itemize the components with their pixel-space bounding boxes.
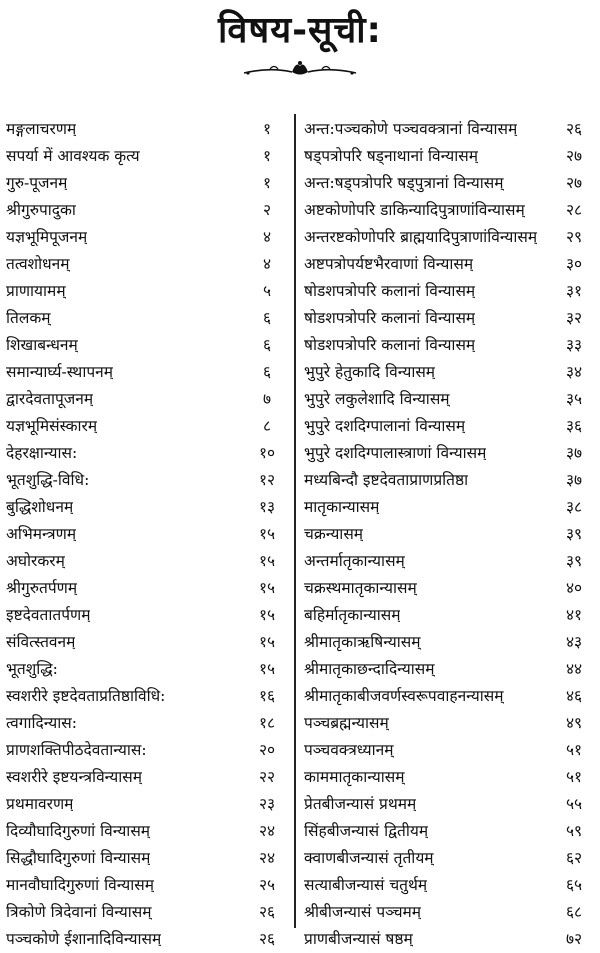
toc-entry-title: श्रीमातृकाऋषिन्यासम्	[304, 633, 421, 651]
toc-entry-page: ६	[262, 363, 272, 381]
toc-entry	[6, 494, 284, 521]
toc-entry-page: ६५	[565, 876, 583, 894]
toc-entry-page: ४१	[565, 606, 583, 624]
toc-entry-page: २३	[258, 795, 276, 813]
toc-entry	[304, 629, 594, 656]
toc-entry-title: अष्टपत्रोपर्यष्टभैरवाणां विन्यासम्	[304, 255, 474, 273]
toc-entry-page: ५१	[565, 741, 583, 759]
toc-entry-page: २६	[565, 120, 583, 138]
toc-entry	[6, 467, 284, 494]
toc-entry-page: ८	[262, 417, 272, 435]
toc-entry-title: शिखाबन्धनम्	[6, 336, 78, 354]
toc-entry-title: सत्याबीजन्यासं चतुर्थम्	[304, 876, 428, 894]
toc-entry-title: अन्त:पञ्चकोणे पञ्चवक्त्रानां विन्यासम्	[304, 120, 518, 138]
toc-entry-page: ३८	[565, 498, 583, 516]
toc-entry	[304, 845, 594, 872]
toc-entry	[304, 899, 594, 926]
toc-entry-page: ३७	[565, 471, 583, 489]
toc-entry	[6, 278, 284, 305]
toc-entry-page: ४०	[565, 579, 583, 597]
toc-entry-page: २९	[565, 228, 583, 246]
toc-entry	[304, 278, 594, 305]
toc-entry-title: अन्त:षड्पत्रोपरि षड्पुत्रानां विन्यासम्	[304, 174, 504, 192]
toc-entry-title: स्वशरीरे इष्टयन्त्रविन्यासम्	[6, 768, 143, 786]
toc-entry	[6, 656, 284, 683]
toc-entry-page: ७	[262, 390, 272, 408]
toc-entry-title: देहरक्षान्यास:	[6, 444, 78, 462]
toc-entry-page: ३०	[565, 255, 583, 273]
toc-entry	[6, 899, 284, 926]
toc-entry-title: षोडशपत्रोपरि कलानां विन्यासम्	[304, 336, 476, 354]
toc-entry-title: श्रीमातृकाछन्दादिन्यासम्	[304, 660, 435, 678]
toc-entry	[6, 548, 284, 575]
toc-entry-title: श्रीमातृकाबीजवर्णस्वरूपवाहनन्यासम्	[304, 687, 504, 705]
toc-entry	[304, 197, 594, 224]
toc-entry-title: अष्टकोणोपरि डाकिन्यादिपुत्राणांविन्यासम्	[304, 201, 525, 219]
toc-entry-title: दिव्यौघादिगुरुणां विन्यासम्	[6, 822, 151, 840]
toc-entry	[304, 332, 594, 359]
toc-entry	[304, 116, 594, 143]
toc-entry-title: क्वाणबीजन्यासं तृतीयम्	[304, 849, 434, 867]
toc-entry-title: भुपुरे लकुलेशादि विन्यासम्	[304, 390, 450, 408]
toc-entry	[6, 764, 284, 791]
toc-entry-title: त्रिकोणे त्रिदेवानां विन्यासम्	[6, 903, 152, 921]
toc-entry	[304, 413, 594, 440]
toc-entry	[304, 656, 594, 683]
toc-entry-page: ६	[262, 309, 272, 327]
toc-entry-title: त्वगादिन्यास:	[6, 714, 77, 732]
toc-entry-title: संवित्स्तवनम्	[6, 633, 76, 651]
toc-entry	[6, 521, 284, 548]
toc-entry-page: १	[262, 174, 272, 192]
toc-entry-page: २	[262, 201, 272, 219]
toc-entry-title: सपर्या में आवश्यक कृत्य	[6, 147, 140, 165]
toc-entry-title: चक्रस्थमातृकान्यासम्	[304, 579, 417, 597]
toc-entry	[6, 629, 284, 656]
page-title: विषय-सूची:	[218, 10, 382, 51]
toc-entry	[304, 467, 594, 494]
toc-entry-title: स्वशरीरे इष्टदेवताप्रतिष्ठाविधि:	[6, 687, 166, 705]
toc-entry-page: ३५	[565, 390, 583, 408]
toc-entry	[304, 251, 594, 278]
toc-entry-title: पञ्चकोणे ईशानादिविन्यासम्	[6, 930, 162, 948]
toc-entry	[304, 386, 594, 413]
toc-entry-title: समान्यार्घ्य-स्थापनम्	[6, 363, 114, 381]
toc-entry-page: ६	[262, 336, 272, 354]
toc-entry-title: अघोरकरम्	[6, 552, 65, 570]
toc-entry-page: १५	[258, 525, 276, 543]
toc-entry-page: २७	[565, 174, 583, 192]
toc-entry	[6, 170, 284, 197]
toc-entry	[6, 116, 284, 143]
toc-entry-title: यज्ञभूमिपूजनम्	[6, 228, 88, 246]
toc-entry-title: यज्ञभूमिसंस्कारम्	[6, 417, 98, 435]
toc-entry-page: १५	[258, 579, 276, 597]
toc-entry	[6, 845, 284, 872]
toc-entry-title: प्रेतबीजन्यासं प्रथमम्	[304, 795, 417, 813]
toc-entry-title: बहिर्मातृकान्यासम्	[304, 606, 401, 624]
toc-entry-title: मातृकान्यासम्	[304, 498, 380, 516]
toc-entry	[6, 413, 284, 440]
toc-entry-title: अन्तर्मातृकान्यासम्	[304, 552, 405, 570]
toc-entry-page: ३२	[565, 309, 583, 327]
toc-entry-page: १५	[258, 552, 276, 570]
toc-entry-page: ५	[262, 282, 272, 300]
toc-entry	[6, 359, 284, 386]
toc-entry-page: २४	[258, 822, 276, 840]
toc-entry-page: २७	[565, 147, 583, 165]
toc-entry-page: २८	[565, 201, 583, 219]
toc-entry-page: ५१	[565, 768, 583, 786]
toc-entry-title: मानवौघादिगुरुणां विन्यासम्	[6, 876, 155, 894]
toc-entry-title: सिंहबीजन्यासं द्वितीयम्	[304, 822, 429, 840]
toc-entry-page: ४९	[565, 714, 583, 732]
toc-entry-page: ६२	[565, 849, 583, 867]
toc-entry-page: २६	[258, 930, 276, 948]
toc-entry-title: सिद्धौघादिगुरुणां विन्यासम्	[6, 849, 151, 867]
toc-entry-title: अन्तरष्टकोणोपरि ब्राह्मयादिपुत्राणांविन्यासम्	[304, 228, 538, 246]
toc-entry-page: ३६	[565, 417, 583, 435]
toc-entry	[304, 359, 594, 386]
toc-entry-page: १०	[258, 444, 276, 462]
toc-entry	[304, 602, 594, 629]
toc-entry-title: प्रथमावरणम्	[6, 795, 74, 813]
toc-entry-page: ३९	[565, 525, 583, 543]
toc-entry-page: २६	[258, 903, 276, 921]
toc-entry-title: इष्टदेवतातर्पणम्	[6, 606, 91, 624]
toc-entry-page: १६	[258, 687, 276, 705]
toc-entry-page: १५	[258, 606, 276, 624]
toc-entry	[6, 575, 284, 602]
toc-entry	[304, 548, 594, 575]
column-divider	[294, 114, 296, 928]
toc-entry-page: २५	[258, 876, 276, 894]
toc-entry-page: ३४	[565, 363, 583, 381]
toc-entry	[304, 440, 594, 467]
toc-entry-title: भुपुरे हेतुकादि विन्यासम्	[304, 363, 436, 381]
toc-entry-page: १	[262, 120, 272, 138]
toc-entry-page: १	[262, 147, 272, 165]
toc-entry-title: अभिमन्त्रणम्	[6, 525, 77, 543]
toc-entry	[6, 926, 284, 953]
toc-entry	[6, 197, 284, 224]
toc-entry-page: ७२	[565, 930, 583, 948]
toc-entry-title: प्राणबीजन्यासं षष्ठम्	[304, 930, 413, 948]
toc-entry-title: श्रीगुरुपादुका	[6, 201, 76, 219]
toc-entry	[6, 791, 284, 818]
toc-entry	[304, 791, 594, 818]
toc-entry	[304, 737, 594, 764]
toc-entry	[6, 737, 284, 764]
toc-entry	[6, 440, 284, 467]
toc-entry-title: भूतशुद्धि-विधि:	[6, 471, 90, 489]
toc-entry-title: चक्रन्यासम्	[304, 525, 364, 543]
toc-entry	[6, 332, 284, 359]
toc-entry	[304, 872, 594, 899]
toc-entry	[304, 764, 594, 791]
toc-entry	[6, 143, 284, 170]
toc-entry-title: पञ्चब्रह्मन्यासम्	[304, 714, 389, 732]
toc-entry-title: काममातृकान्यासम्	[304, 768, 405, 786]
toc-entry-page: ४६	[565, 687, 583, 705]
toc-entry	[6, 386, 284, 413]
toc-entry-title: श्रीबीजन्यासं पञ्चमम्	[304, 903, 422, 921]
toc-entry-title: तिलकम्	[6, 309, 51, 327]
toc-entry-page: ४३	[565, 633, 583, 651]
toc-entry	[304, 710, 594, 737]
toc-entry-title: षोडशपत्रोपरि कलानां विन्यासम्	[304, 309, 476, 327]
toc-entry-title: मङ्गलाचरणम्	[6, 120, 77, 138]
toc-entry	[304, 926, 594, 953]
toc-entry-title: तत्वशोधनम्	[6, 255, 70, 273]
toc-entry-title: पञ्चवक्त्रध्यानम्	[304, 741, 394, 759]
toc-entry-page: २०	[258, 741, 276, 759]
toc-entry-title: भुपुरे दशदिग्पालानां विन्यासम्	[304, 417, 466, 435]
toc-entry-page: ४४	[565, 660, 583, 678]
toc-right-column	[304, 116, 594, 953]
toc-entry-page: २२	[258, 768, 276, 786]
toc-entry	[6, 818, 284, 845]
toc-entry-title: मध्यबिन्दौ इष्टदेवताप्राणप्रतिष्ठा	[304, 471, 469, 489]
toc-entry-title: श्रीगुरुतर्पणम्	[6, 579, 78, 597]
toc-entry-title: द्वारदेवतापूजनम्	[6, 390, 94, 408]
toc-entry	[304, 170, 594, 197]
toc-entry-page: १५	[258, 660, 276, 678]
toc-entry-page: १२	[258, 471, 276, 489]
toc-entry-title: प्राणायामम्	[6, 282, 66, 300]
toc-entry-title: बुद्धिशोधनम्	[6, 498, 74, 516]
toc-entry	[304, 818, 594, 845]
toc-entry	[6, 305, 284, 332]
ornament-divider-icon	[240, 58, 360, 80]
toc-entry	[304, 494, 594, 521]
toc-entry-page: १५	[258, 633, 276, 651]
toc-entry	[6, 224, 284, 251]
toc-entry-title: षोडशपत्रोपरि कलानां विन्यासम्	[304, 282, 476, 300]
toc-entry-page: ४	[262, 228, 272, 246]
toc-entry	[304, 683, 594, 710]
toc-entry	[304, 305, 594, 332]
toc-entry	[304, 143, 594, 170]
toc-entry	[6, 872, 284, 899]
toc-entry-page: ३३	[565, 336, 583, 354]
toc-entry-title: गुरु-पूजनम्	[6, 174, 68, 192]
toc-entry	[6, 710, 284, 737]
toc-entry-page: १८	[258, 714, 276, 732]
toc-entry-title: षड्पत्रोपरि षड्नाथानां विन्यासम्	[304, 147, 478, 165]
toc-entry	[6, 683, 284, 710]
toc-entry	[304, 575, 594, 602]
toc-entry	[6, 602, 284, 629]
toc-entry-title: प्राणशक्तिपीठदेवतान्यास:	[6, 741, 147, 759]
toc-entry-page: ५५	[565, 795, 583, 813]
toc-entry-page: ४	[262, 255, 272, 273]
toc-entry-page: ५९	[565, 822, 583, 840]
toc-entry-page: १३	[258, 498, 276, 516]
toc-entry-page: ३९	[565, 552, 583, 570]
toc-entry-page: ३१	[565, 282, 583, 300]
toc-left-column	[6, 116, 284, 953]
toc-entry-page: २४	[258, 849, 276, 867]
toc-entry-title: भुपुरे दशदिग्पालास्त्राणां विन्यासम्	[304, 444, 487, 462]
toc-entry-title: भूतशुद्धि:	[6, 660, 58, 678]
toc-entry	[6, 251, 284, 278]
toc-entry-page: ३७	[565, 444, 583, 462]
toc-entry	[304, 224, 594, 251]
toc-entry	[304, 521, 594, 548]
toc-entry-page: ६८	[565, 903, 583, 921]
